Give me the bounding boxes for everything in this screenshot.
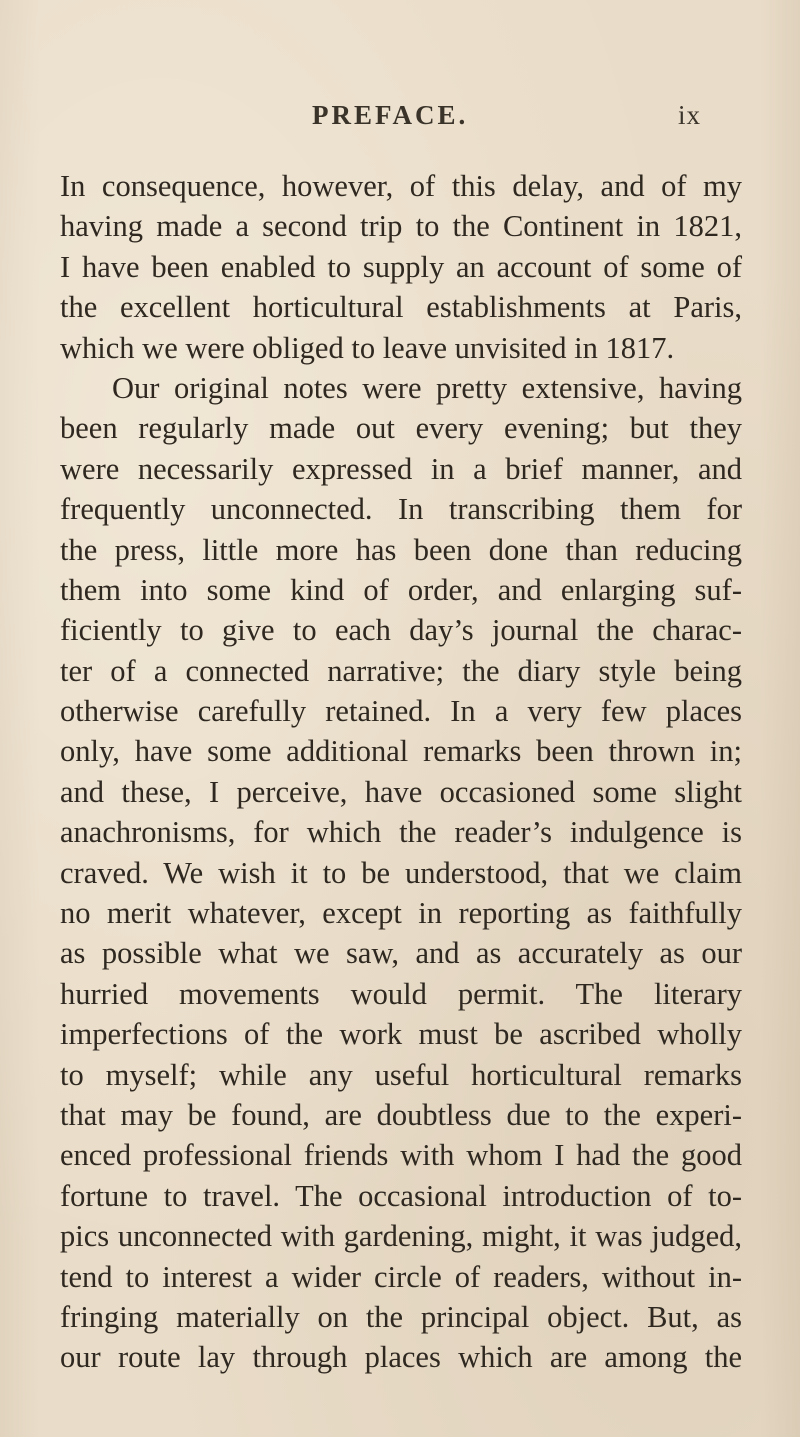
text-line: to myself; while any useful horticultural remarks [60, 1057, 742, 1092]
running-head [0, 100, 800, 140]
text-line: which we were obliged to leave unvisited in 1817. [60, 330, 675, 365]
text-line: enced professional friends with whom I had the good [60, 1138, 742, 1173]
body-text [60, 166, 742, 1378]
text-line: been regularly made out every evening; but they [60, 411, 742, 446]
text-line: only, have some additional remarks been thrown in; [60, 734, 742, 769]
text-line: hurried movements would permit. The literary [60, 976, 742, 1011]
text-line: the excellent horticultural establishments at Paris, [60, 290, 742, 325]
text-line: I have been enabled to supply an account of some of [60, 249, 742, 284]
text-line: as possible what we saw, and as accurately as our [60, 936, 742, 971]
text-line: fortune to travel. The occasional introduction of to- [60, 1178, 742, 1213]
text-line: them into some kind of order, and enlarging suf- [60, 572, 742, 607]
text-line: tend to interest a wider circle of readers, without in- [60, 1259, 742, 1294]
text-line: and these, I perceive, have occasioned some slight [60, 774, 742, 809]
text-line: imperfections of the work must be ascribed wholly [60, 1017, 742, 1052]
text-line: that may be found, are doubtless due to the experi- [60, 1097, 742, 1132]
text-line: otherwise carefully retained. In a very few places [60, 694, 742, 729]
text-line: ter of a connected narrative; the diary style being [60, 653, 742, 688]
text-line: ficiently to give to each day’s journal the charac- [60, 613, 742, 648]
text-line: frequently unconnected. In transcribing them for [60, 492, 742, 527]
text-line: pics unconnected with gardening, might, it was judged, [60, 1219, 742, 1254]
text-line: having made a second trip to the Continent in 1821, [60, 209, 742, 244]
text-line: no merit whatever, except in reporting as faithfully [60, 896, 742, 931]
text-line: our route lay through places which are among the [60, 1340, 742, 1375]
running-head-title: PREFACE. [312, 100, 469, 130]
text-line: anachronisms, for which the reader’s indulgence is [60, 815, 742, 850]
text-line: craved. We wish it to be understood, that we claim [60, 855, 742, 890]
text-line: Our original notes were pretty extensive, having [112, 370, 742, 405]
text-line: were necessarily expressed in a brief manner, and [60, 451, 742, 486]
text-line: the press, little more has been done than reducing [60, 532, 742, 567]
text-line: fringing materially on the principal object. But, as [60, 1299, 742, 1334]
text-line: In consequence, however, of this delay, and of my [60, 169, 742, 203]
page-number: ix [678, 100, 702, 130]
